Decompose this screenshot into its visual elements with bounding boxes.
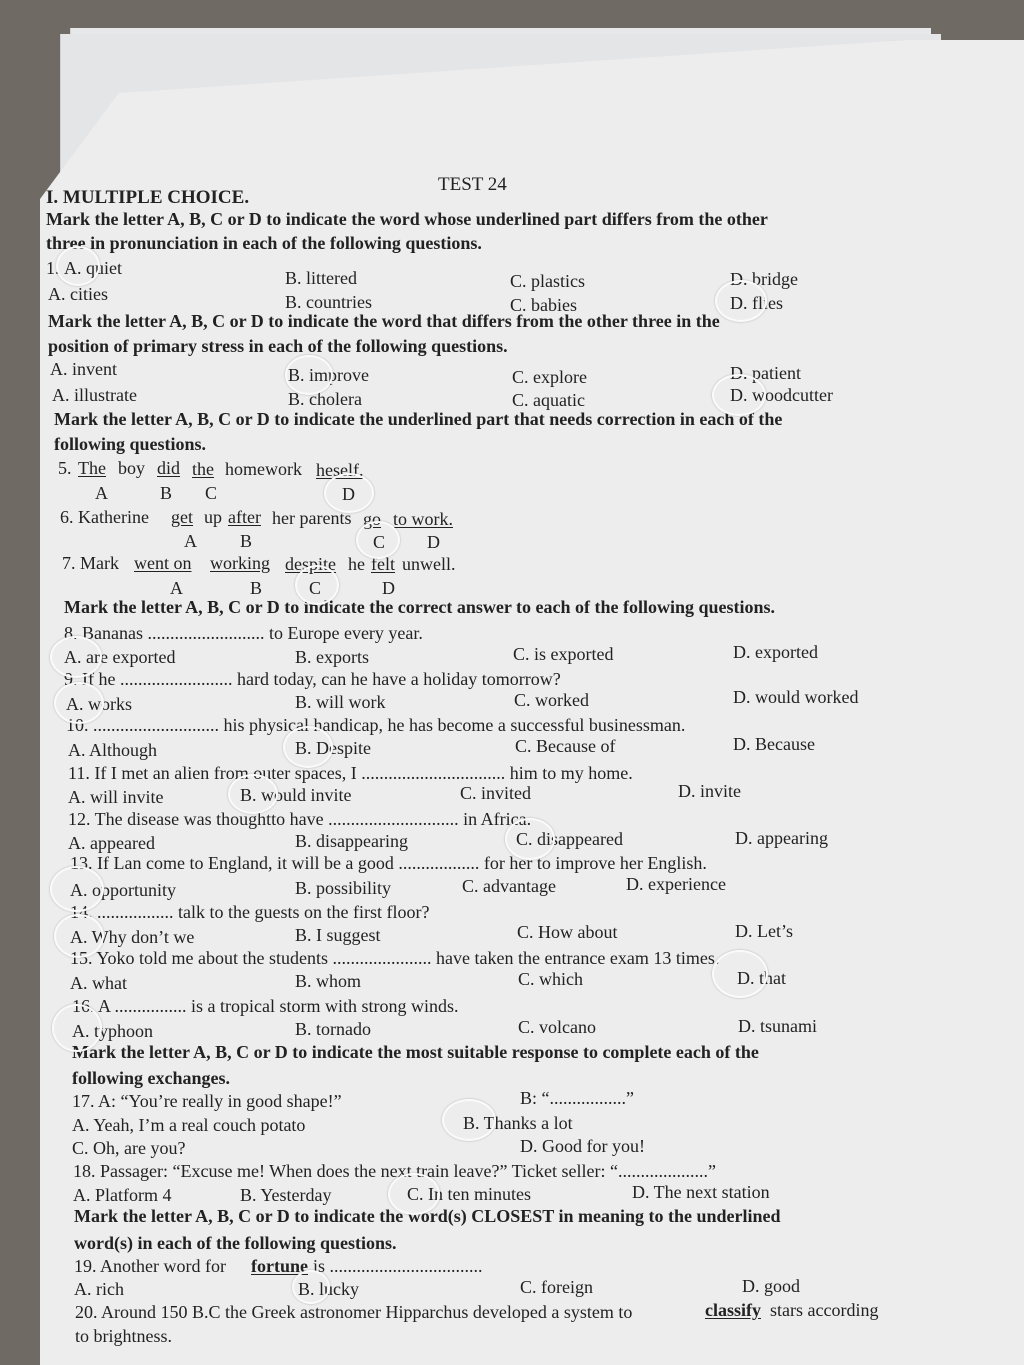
q11-option-b: B. would invite	[240, 785, 352, 805]
instruction-correct-answer: Mark the letter A, B, C or D to indicate the correct answer to each of the following questions.	[64, 597, 776, 617]
q7-underlined-a: went on	[134, 553, 192, 573]
q2-option-a: A. cities	[48, 284, 108, 304]
q17-option-d: D. Good for you!	[520, 1136, 645, 1156]
q6-word-up: up	[204, 507, 222, 527]
q18-stem: 18. Passager: “Excuse me! When does the next train leave?” Ticket seller: “....................”	[73, 1161, 716, 1181]
section-title: I. MULTIPLE CHOICE.	[46, 187, 250, 208]
q5-label-a: A	[95, 483, 108, 503]
q5-underlined-d: heself.	[316, 460, 364, 480]
q6-underlined-b: after	[228, 507, 261, 527]
answer-circle-q14	[54, 914, 104, 958]
q5-word-homework: homework	[225, 459, 302, 479]
q9-option-b: B. will work	[295, 692, 386, 712]
q17-option-a: A. Yeah, I’m a real couch potato	[72, 1115, 306, 1135]
q16-option-d: D. tsunami	[738, 1016, 817, 1036]
answer-circle-q15	[712, 950, 768, 998]
q3-option-c: C. explore	[512, 367, 587, 387]
q10-option-a: A. Although	[68, 740, 158, 760]
q16-option-a: A. typhoon	[72, 1021, 153, 1041]
answer-circle-q16	[52, 1004, 102, 1052]
q1-option-c: C. plastics	[510, 271, 585, 291]
q4-option-b: B. cholera	[288, 389, 362, 409]
q4-option-c: C. aquatic	[512, 390, 585, 410]
q11-option-a: A. will invite	[68, 787, 164, 807]
q16-option-b: B. tornado	[295, 1019, 371, 1039]
q8-option-d: D. exported	[733, 642, 818, 662]
q15-option-c: C. which	[518, 969, 583, 989]
q20-underlined-word: classify	[705, 1300, 761, 1320]
answer-circle-q10	[283, 726, 333, 768]
q1-number: 1.	[46, 258, 60, 278]
instruction-stress-line1: Mark the letter A, B, C or D to indicate the word that differs from the other three in the	[48, 311, 720, 331]
q13-stem: 13. If Lan come to England, it will be a good .................. for her to improve her English.	[70, 853, 707, 873]
q10-option-d: D. Because	[733, 734, 815, 754]
answer-circle-q11	[228, 774, 278, 814]
q9-option-d: D. would worked	[733, 687, 859, 707]
q6-label-c: C	[373, 532, 386, 552]
q17-option-b: B. Thanks a lot	[463, 1113, 573, 1133]
instruction-closest-line2: word(s) in each of the following questions.	[74, 1233, 397, 1253]
q6-label-d: D	[427, 532, 440, 552]
q14-option-d: D. Let’s	[735, 921, 793, 941]
q9-option-a: A. works	[66, 694, 132, 714]
q1-option-b: B. littered	[285, 268, 357, 288]
q20-stem-end: stars according	[770, 1300, 879, 1320]
answer-circle-q6	[356, 521, 400, 559]
q3-option-d: D. patient	[730, 363, 801, 383]
answer-circle-q12	[505, 818, 555, 860]
q7-underlined-b: working	[210, 553, 270, 573]
q10-option-c: C. Because of	[515, 736, 616, 756]
instruction-correction-line2: following questions.	[54, 434, 207, 454]
q6-underlined-a: get	[171, 507, 193, 527]
q15-option-b: B. whom	[295, 971, 362, 991]
instruction-response-line1: Mark the letter A, B, C or D to indicate the most suitable response to complete each of the	[72, 1042, 759, 1062]
q18-option-d: D. The next station	[632, 1182, 770, 1202]
q18-option-a: A. Platform 4	[73, 1185, 172, 1205]
instruction-response-line2: following exchanges.	[72, 1068, 231, 1088]
q5-underlined-b: did	[157, 458, 181, 478]
q11-option-c: C. invited	[460, 783, 531, 803]
q3-option-b: B. improve	[288, 365, 369, 385]
q8-stem: 8. Bananas .......................... to Europe every year.	[64, 623, 423, 643]
q19-option-a: A. rich	[74, 1279, 124, 1299]
q9-stem: 9. If he ......................... hard today, can he have a holiday tomorrow?	[64, 669, 561, 689]
q2-option-b: B. countries	[285, 292, 372, 312]
q19-stem-start: 19. Another word for	[74, 1256, 226, 1276]
instruction-closest-line1: Mark the letter A, B, C or D to indicate the word(s) CLOSEST in meaning to the underlined	[74, 1206, 781, 1226]
answer-circle-q5	[324, 473, 374, 513]
answer-circle-q4	[712, 374, 766, 416]
q6-label-a: A	[184, 531, 197, 551]
answer-circle-q1	[56, 246, 100, 286]
q20-stem-line2: to brightness.	[75, 1326, 172, 1346]
q15-option-d: D. that	[737, 968, 786, 988]
q6-underlined-c: go	[363, 509, 381, 529]
q17-option-c: C. Oh, are you?	[72, 1138, 186, 1158]
answer-circle-q7	[295, 565, 339, 605]
q2-option-c: C. babies	[510, 295, 577, 315]
q5-number: 5.	[58, 458, 72, 478]
q11-option-d: D. invite	[678, 781, 741, 801]
q1-option-a: A. quiet	[64, 258, 122, 278]
q11-stem: 11. If I met an alien from outer spaces, I ................................ him to my home.	[68, 763, 633, 783]
q3-option-a: A. invent	[50, 359, 117, 379]
q5-label-c: C	[205, 483, 218, 503]
answer-circle-q19	[292, 1270, 330, 1304]
answer-circle-q17	[442, 1099, 496, 1141]
q9-option-c: C. worked	[514, 690, 589, 710]
q12-stem: 12. The disease was thoughtto have ............................. in Africa.	[68, 809, 532, 829]
q20-stem-start: 20. Around 150 B.C the Greek astronomer Hipparchus developed a system to	[75, 1302, 633, 1322]
q4-option-d: D. woodcutter	[730, 385, 833, 405]
q14-option-c: C. How about	[517, 922, 618, 942]
test-title: TEST 24	[438, 174, 507, 195]
q10-stem: 10. ............................ his physical handicap, he has become a successful businessman.	[66, 715, 686, 735]
q6-start: 6. Katherine	[60, 507, 149, 527]
answer-circle-q9	[54, 682, 104, 724]
q7-underlined-c: despite	[285, 554, 336, 574]
q2-option-d: D. flies	[730, 293, 783, 313]
q5-underlined-c: the	[192, 459, 214, 479]
q7-start: 7. Mark	[62, 553, 119, 573]
q17-stem: 17. A: “You’re really in good shape!”	[72, 1091, 342, 1111]
q5-label-d: D	[342, 484, 355, 504]
q5-label-b: B	[160, 483, 173, 503]
answer-circle-q18	[388, 1173, 440, 1215]
q10-option-b: B. Despite	[295, 738, 371, 758]
q15-option-a: A. what	[70, 973, 127, 993]
q19-underlined-word: fortune	[251, 1256, 308, 1276]
answer-circle-q8	[50, 636, 102, 678]
q13-option-d: D. experience	[626, 874, 726, 894]
q7-underlined-d: felt	[371, 554, 395, 574]
q19-option-c: C. foreign	[520, 1277, 593, 1297]
q19-option-d: D. good	[742, 1276, 800, 1296]
q7-label-c: C	[309, 578, 322, 598]
q13-option-c: C. advantage	[462, 876, 556, 896]
q5-underlined-a: The	[78, 458, 106, 478]
q13-option-a: A. opportunity	[70, 880, 176, 900]
q7-label-d: D	[382, 578, 395, 598]
q8-option-b: B. exports	[295, 647, 369, 667]
q7-label-b: B	[250, 578, 263, 598]
q8-option-a: A. are exported	[64, 647, 176, 667]
q12-option-b: B. disappearing	[295, 831, 408, 851]
q4-option-a: A. illustrate	[52, 385, 137, 405]
q12-option-c: C. disappeared	[516, 829, 623, 849]
answer-circle-q3	[285, 355, 333, 395]
q14-option-a: A. Why don’t we	[70, 927, 195, 947]
q19-stem-end: is ..................................	[313, 1256, 483, 1276]
instruction-stress-line2: position of primary stress in each of the following questions.	[48, 336, 508, 356]
q16-option-c: C. volcano	[518, 1017, 596, 1037]
q14-option-b: B. I suggest	[295, 925, 381, 945]
q14-stem: 14. ................. talk to the guests on the first floor?	[70, 902, 430, 922]
q7-label-a: A	[170, 578, 183, 598]
q18-option-c: C. In ten minutes	[407, 1184, 531, 1204]
q7-word-he: he	[348, 554, 365, 574]
q7-end: unwell.	[402, 554, 456, 574]
q12-option-a: A. appeared	[68, 833, 155, 853]
q15-stem: 15. Yoko told me about the students ...................... have taken the entrance exam 13 times.	[70, 948, 720, 968]
q19-option-b: B. lucky	[298, 1279, 359, 1299]
q5-word: boy	[118, 458, 145, 478]
q16-stem: 16. A ................ is a tropical storm with strong winds.	[72, 996, 459, 1016]
q18-option-b: B. Yesterday	[240, 1185, 332, 1205]
answer-circle-q2	[715, 280, 767, 322]
q17-stem-b: B: “.................”	[520, 1088, 634, 1108]
instruction-correction-line1: Mark the letter A, B, C or D to indicate the underlined part that needs correction in each of the	[54, 409, 783, 429]
q13-option-b: B. possibility	[295, 878, 392, 898]
instruction-pronunciation-line1: Mark the letter A, B, C or D to indicate the word whose underlined part differs from the other	[46, 209, 768, 229]
q6-label-b: B	[240, 531, 253, 551]
q8-option-c: C. is exported	[513, 644, 614, 664]
q12-option-d: D. appearing	[735, 828, 828, 848]
q6-word-parents: her parents	[272, 508, 352, 528]
answer-circle-q13	[50, 866, 104, 912]
q1-option-d: D. bridge	[730, 269, 798, 289]
instruction-pronunciation-line2: three in pronunciation in each of the following questions.	[46, 233, 482, 253]
q6-underlined-d: to work.	[393, 509, 453, 529]
